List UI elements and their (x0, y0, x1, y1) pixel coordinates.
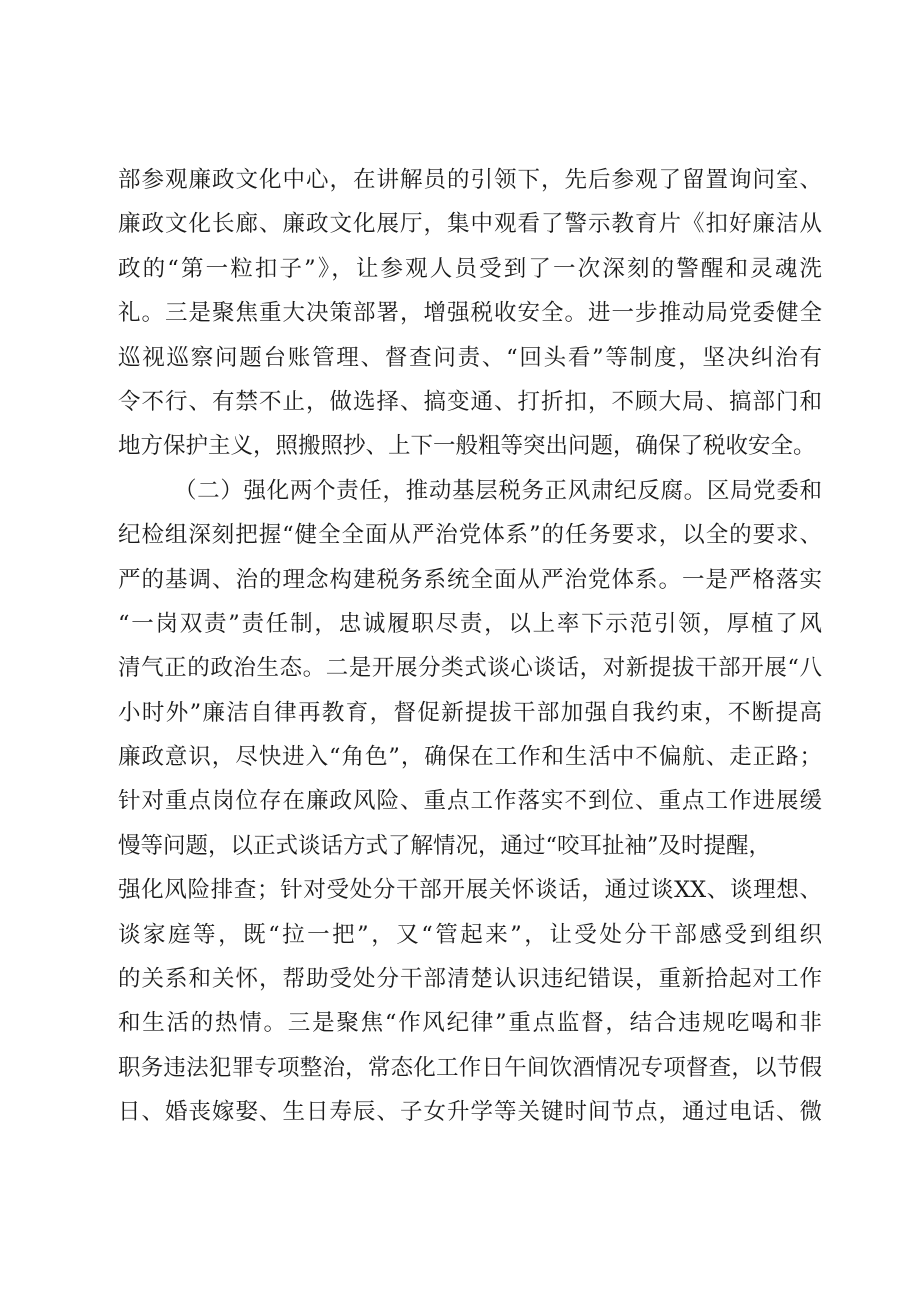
text-line: 礼。三是聚焦重大决策部署，增强税收安全。进一步推动局党委健全 (118, 300, 822, 327)
text-line: 政的“第一粒扣子”》，让参观人员受到了一次深刻的警醒和灵魂洗 (118, 255, 822, 282)
section-heading-line: （二）强化两个责任，推动基层税务正风肃纪反腐。区局党委和 (174, 477, 822, 504)
text-line: 纪检组深刻把握“健全全面从严治党体系”的任务要求，以全的要求、 (118, 522, 822, 549)
text-line: 职务违法犯罪专项整治，常态化工作日午间饮酒情况专项督查，以节假 (118, 1054, 822, 1081)
text-line: 部参观廉政文化中心，在讲解员的引领下，先后参观了留置询问室、 (118, 167, 822, 193)
text-line: 清气正的政治生态。二是开展分类式谈心谈话，对新提拔干部开展“八 (118, 655, 822, 682)
text-line: 巡视巡察问题台账管理、督查问责、“回头看”等制度，坚决纠治有 (118, 344, 822, 371)
text-line: 廉政意识，尽快进入“角色”，确保在工作和生活中不偏航、走正路； (118, 744, 822, 771)
text-line: 小时外”廉洁自律再教育，督促新提拔干部加强自我约束，不断提高 (118, 699, 822, 726)
text-line: 慢等问题，以正式谈话方式了解情况，通过“咬耳扯袖”及时提醒， (118, 832, 772, 859)
text-line: 严的基调、治的理念构建税务系统全面从严治党体系。一是严格落实 (118, 566, 822, 593)
text-line: 和生活的热情。三是聚焦“作风纪律”重点监督，结合违规吃喝和非 (118, 1010, 822, 1037)
text-line: 的关系和关怀，帮助受处分干部清楚认识违纪错误，重新拾起对工作 (118, 966, 822, 993)
text-line: 令不行、有禁不止，做选择、搞变通、打折扣，不顾大局、搞部门和 (118, 388, 822, 415)
text-line: 针对重点岗位存在廉政风险、重点工作落实不到位、重点工作进展缓 (118, 788, 822, 815)
text-line: 日、婚丧嫁娶、生日寿辰、子女升学等关键时间节点，通过电话、微 (118, 1099, 822, 1126)
text-line: 谈家庭等，既“拉一把”，又“管起来”，让受处分干部感受到组织 (118, 921, 822, 948)
document-body (118, 158, 822, 1135)
text-line: “一岗双责”责任制，忠诚履职尽责，以上率下示范引领，厚植了风 (118, 610, 822, 637)
text-line: 强化风险排查；针对受处分干部开展关怀谈话，通过谈XX、谈理想、 (118, 877, 822, 904)
text-line: 廉政文化长廊、廉政文化展厅，集中观看了警示教育片《扣好廉洁从 (118, 211, 822, 238)
text-line: 地方保护主义，照搬照抄、上下一般粗等突出问题，确保了税收安全。 (118, 433, 816, 460)
